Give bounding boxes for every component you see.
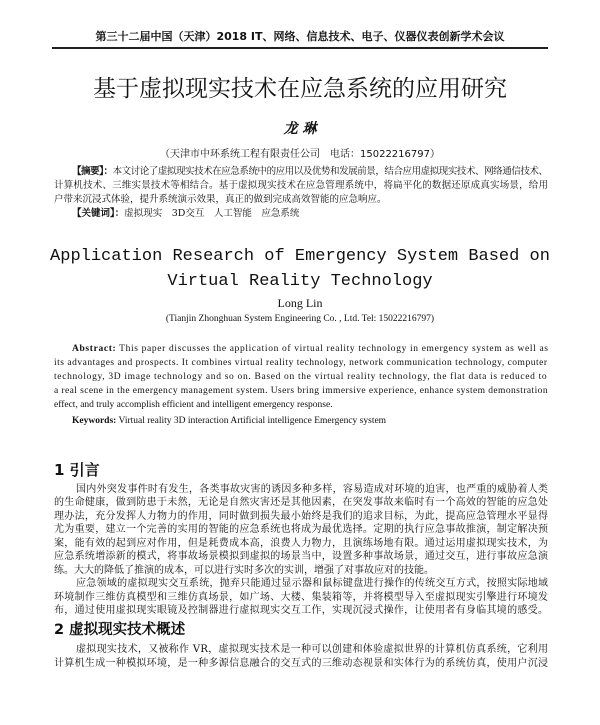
section2-line: 计算机生成一种模拟环境，是一种多源信息融合的交互式的三维动态视景和实体行为的系统仿真，使用户沉浸 (54, 658, 549, 669)
header-rule (52, 47, 548, 49)
author-cn: 龙 琳 (283, 121, 317, 137)
abstract-cn-label: 【摘要】： (72, 166, 113, 177)
abstract-en-label: Abstract: (72, 344, 117, 354)
section1-line: 布，通过使用虚拟现实眼镜及控制器进行虚拟现实交互工作，实现沉浸式操作，让使用者有身临其境的感受。 (54, 605, 549, 616)
keywords-en-label: Keywords: (72, 416, 117, 426)
section1-line: 应急系统增添新的模式，将事故场景模拟到虚拟的场景当中，设置多种事故场景，通过交互，进行事故应急演 (54, 551, 549, 562)
title-en-line2: Virtual Reality Technology (167, 272, 433, 291)
abstract-cn-line (54, 166, 548, 178)
section1-line: 案，能有效的起到应对作用，但是耗费成本高，浪费人力物力，且演练场地有限。通过运用虚拟现实技术，为 (54, 538, 549, 549)
title-en-line1: Application Research of Emergency System Based on (50, 247, 550, 266)
section1-line: 的生命健康，做到防患于未然，无论是自然灾害还是其他因素，在突发事故来临时有一个高效的智能的应急处 (54, 497, 549, 508)
section1-line: 尤为重要，建立一个完善的实用的智能的应急系统也将成为最优选择。定期的执行应急事故推演，制定解决预 (54, 524, 549, 535)
affiliation-en: (Tianjin Zhonghuan System Engineering Co. , Ltd. Tel: 15022216797) (165, 314, 435, 324)
keywords-en-text: Virtual reality 3D interaction Artificial intelligence Emergency system (116, 416, 387, 426)
title-cn: 基于虚拟现实技术在应急系统的应用研究 (93, 76, 507, 102)
keywords-en (54, 415, 548, 427)
section1-heading: 1 引言 (54, 461, 100, 479)
section1-line: 国内外突发事件时有发生，各类事故灾害的诱因多种多样，容易造成对环境的迫害，也严重的威胁着人类 (76, 484, 549, 495)
abstract-en-text: This paper discusses the application of virtual reality technology in emergency system as well as (116, 344, 549, 354)
abstract-en-line (54, 343, 548, 355)
section1-line: 环境制作三维仿真模型和三维仿真场景，如广场、大楼、集装箱等，并将模型导入至虚拟现实引擎进行环境发 (54, 592, 549, 603)
keywords-cn-label: 【关键词】： (72, 208, 125, 219)
abstract-cn-text: 本文讨论了虚拟现实技术在应急系统中的应用以及优势和发展前景，结合应用虚拟现实技术、网络通信技术、 (112, 166, 548, 177)
abstract-cn-line: 计算机技术、三维实景技术等相结合。基于虚拟现实技术在应急管理系统中，将扁平化的数据还原成真实场景，给用 (54, 180, 549, 191)
keywords-cn-text: 虚拟现实 3D交互 人工智能 应急系统 (124, 208, 300, 219)
abstract-en-line: a real scene in the emergency management system. Users bring immersive experience, enhance system demonstration (54, 386, 548, 396)
section2-line: 虚拟现实技术，又被称作 VR，虚拟现实技术是一种可以创建和体验虚拟世界的计算机仿真系统，它利用 (76, 644, 549, 655)
abstract-en-line: its advantages and prospects. It combines virtual reality technology, network communication technology, computer (54, 358, 548, 368)
affiliation-cn: （天津市中环系统工程有限责任公司 电话：15022216797） (160, 149, 440, 160)
abstract-cn-line: 户带来沉浸式体验，提升系统演示效果，真正的做到完成高效智能的应急响应。 (54, 194, 387, 205)
section1-line: 理办法，充分发挥人力物力的作用，同时做到损失最小始终是我们的追求目标，为此，提高应急管理水平显得 (54, 511, 549, 522)
abstract-en-line: technology, 3D image technology and so on. Based on the virtual reality technology, the flat data is reduced to (54, 372, 548, 382)
author-en: Long Lin (277, 296, 323, 310)
conference-header: 第三十二届中国（天津）2018 IT、网络、信息技术、电子、仪器仪表创新学术会议 (95, 30, 505, 43)
section2-heading: 2 虚拟现实技术概述 (54, 622, 186, 638)
abstract-en-line: effect, and truly accomplish efficient and intelligent emergency response. (54, 400, 333, 410)
section1-line: 应急领域的虚拟现实交互系统，抛弃只能通过显示器和鼠标键盘进行操作的传统交互方式，按照实际地域 (76, 578, 549, 589)
keywords-cn (54, 208, 548, 220)
section1-line: 练。大大的降低了推演的成本，可以进行实时多次的实训，增强了对事故应对的技能。 (54, 565, 434, 576)
